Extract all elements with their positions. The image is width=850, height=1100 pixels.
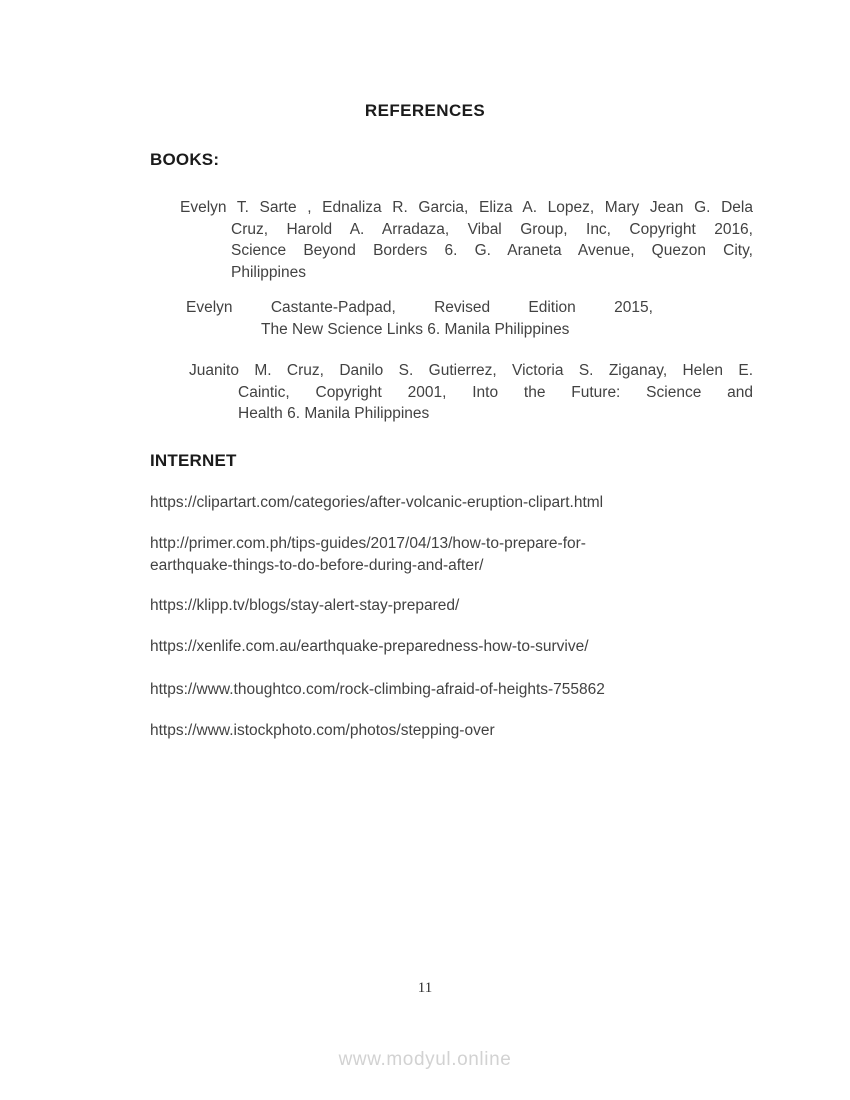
book-reference [150, 197, 753, 283]
book-reference [150, 360, 753, 425]
books-section-heading: BOOKS: [150, 150, 220, 169]
internet-link [150, 492, 770, 514]
internet-link [150, 636, 770, 658]
reference-line: Juanito M. Cruz, Danilo S. Gutierrez, Victoria S. Ziganay, Helen E. [189, 362, 753, 379]
url-line: https://klipp.tv/blogs/stay-alert-stay-prepared/ [150, 597, 460, 614]
page-number: 11 [417, 980, 433, 996]
watermark-text: www.modyul.online [338, 1049, 512, 1070]
reference-line: Cruz, Harold A. Arradaza, Vibal Group, Inc, Copyright 2016, [231, 220, 753, 238]
reference-line: Science Beyond Borders 6. G. Araneta Avenue, Quezon City, [231, 242, 753, 259]
internet-link [150, 720, 770, 742]
internet-link [150, 595, 770, 617]
internet-link [150, 533, 770, 576]
book-reference [150, 297, 753, 340]
url-line: https://www.istockphoto.com/photos/stepping-over [150, 722, 495, 739]
reference-line: Evelyn Castante-Padpad, Revised Edition 2015, [186, 299, 653, 316]
reference-line: Philippines [231, 263, 306, 281]
reference-line: The New Science Links 6. Manila Philippines [261, 320, 570, 338]
url-line: https://clipartart.com/categories/after-volcanic-eruption-clipart.html [150, 494, 604, 511]
url-line: earthquake-things-to-do-before-during-and-after/ [150, 556, 484, 574]
internet-link [150, 679, 770, 701]
internet-section-heading: INTERNET [150, 451, 237, 470]
reference-line: Evelyn T. Sarte , Ednaliza R. Garcia, Eliza A. Lopez, Mary Jean G. Dela [180, 199, 753, 216]
reference-line: Caintic, Copyright 2001, Into the Future: Science and [238, 383, 753, 401]
page-title: REFERENCES [364, 101, 486, 120]
url-line: https://www.thoughtco.com/rock-climbing-afraid-of-heights-755862 [150, 681, 605, 698]
reference-line: Health 6. Manila Philippines [238, 405, 430, 422]
url-line: http://primer.com.ph/tips-guides/2017/04/13/how-to-prepare-for- [150, 535, 586, 552]
url-line: https://xenlife.com.au/earthquake-preparedness-how-to-survive/ [150, 638, 589, 655]
